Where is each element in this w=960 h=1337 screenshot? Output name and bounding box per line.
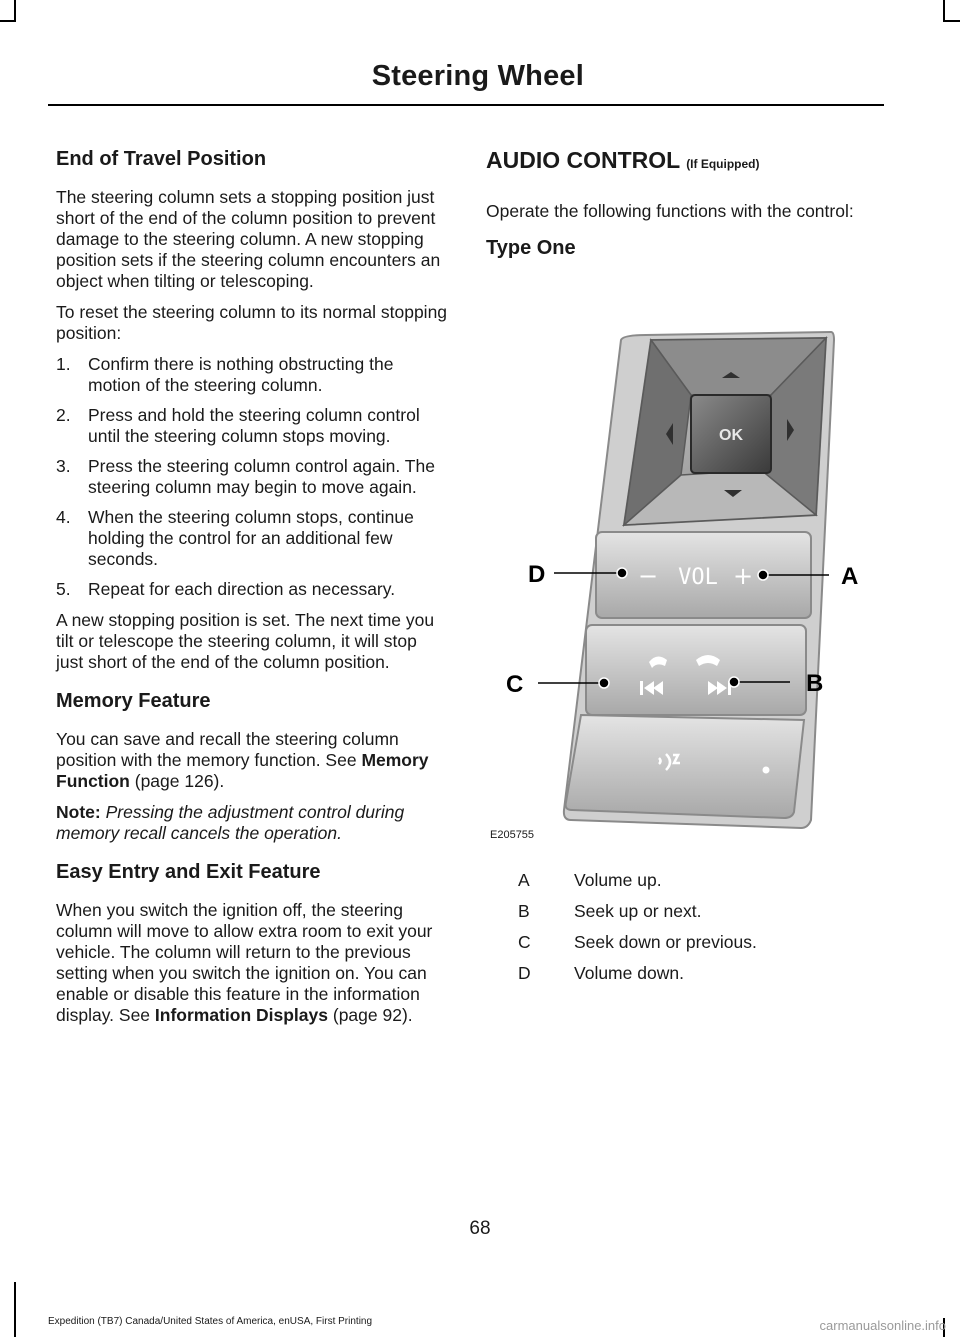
right-column xyxy=(486,145,886,276)
ok-label: OK xyxy=(719,427,743,444)
text: (page 92). xyxy=(328,1005,413,1025)
legend-letter: A xyxy=(518,870,530,890)
page-title: Steering Wheel xyxy=(371,60,584,92)
volume-plus-label: + xyxy=(732,562,754,590)
list-item xyxy=(56,405,448,447)
steps-list xyxy=(56,354,448,600)
list-text: When the steering column stops, continue holding the control for an additional few seconds. xyxy=(88,507,414,569)
list-text: Press and hold the steering column control until the steering column stops moving. xyxy=(88,405,420,446)
text: When you switch the ignition off, the steering column will move to allow extra room to exit your vehicle. The column will return to the previous setting when you switch the ignition on. You can enable or disable this feature in the information display. See xyxy=(56,900,433,1025)
voice-button[interactable] xyxy=(566,715,804,818)
end-of-travel-heading: End of Travel Position xyxy=(56,148,267,170)
note-text: Pressing the adjustment control during memory recall cancels the operation. xyxy=(56,802,405,843)
figure-id: E205755 xyxy=(490,829,535,841)
type-one-heading: Type One xyxy=(486,237,576,259)
callout-c-label: C xyxy=(506,671,524,698)
crop-mark xyxy=(0,20,16,22)
memory-feature-heading: Memory Feature xyxy=(56,690,211,712)
callout-b-label: B xyxy=(806,670,824,697)
note xyxy=(56,802,448,844)
list-item xyxy=(56,507,448,570)
volume-minus-label: − xyxy=(637,562,659,590)
indicator-light xyxy=(763,767,770,774)
list-number: 3. xyxy=(56,456,71,476)
legend-row xyxy=(518,932,878,953)
footer-text: Expedition (TB7) Canada/United States of America, enUSA, First Printing xyxy=(48,1316,373,1327)
paragraph: To reset the steering column to its normal stopping position: xyxy=(56,302,448,343)
header-divider xyxy=(48,104,884,106)
legend-text: Volume down. xyxy=(574,963,684,983)
audio-control-illustration xyxy=(486,300,886,855)
list-number: 1. xyxy=(56,354,71,374)
legend-letter: B xyxy=(518,901,530,921)
legend-text: Volume up. xyxy=(574,870,662,890)
list-number: 4. xyxy=(56,507,71,527)
paragraph: A new stopping position is set. The next time you tilt or telescope the steering column, it will stop just short of the end of the column position. xyxy=(56,610,435,672)
seek-rocker[interactable] xyxy=(586,625,806,715)
crop-mark xyxy=(943,20,960,22)
audio-control-figure xyxy=(486,300,886,855)
crop-mark xyxy=(14,0,16,22)
list-item xyxy=(56,354,448,396)
easy-entry-heading: Easy Entry and Exit Feature xyxy=(56,861,321,883)
five-way-pad[interactable] xyxy=(624,338,826,525)
callout-d-label: D xyxy=(528,561,546,588)
crop-mark xyxy=(14,1282,16,1337)
crop-mark xyxy=(943,0,945,22)
memory-function-link[interactable]: Memory Function xyxy=(56,750,429,791)
callout-a-label: A xyxy=(841,563,859,590)
audio-control-heading xyxy=(486,145,886,179)
list-text: Press the steering column control again. The steering column may begin to move again. xyxy=(88,456,435,497)
legend-row xyxy=(518,963,878,984)
list-number: 5. xyxy=(56,579,71,599)
watermark: carmanualsonline.info xyxy=(819,1318,946,1333)
legend-text: Seek up or next. xyxy=(574,901,702,921)
text: (page 126). xyxy=(129,771,225,791)
paragraph xyxy=(56,729,448,792)
left-column xyxy=(56,145,448,1036)
list-number: 2. xyxy=(56,405,71,425)
paragraph xyxy=(56,900,448,1026)
information-displays-link[interactable]: Information Displays xyxy=(154,1005,328,1025)
legend-letter: C xyxy=(518,932,531,952)
section-title: AUDIO CONTROL xyxy=(486,147,680,173)
legend-row xyxy=(518,901,878,922)
list-text: Confirm there is nothing obstructing the motion of the steering column. xyxy=(88,354,394,395)
list-item xyxy=(56,456,448,498)
volume-label: VOL xyxy=(678,565,718,590)
note-label: Note: xyxy=(56,802,101,822)
section-qualifier: (If Equipped) xyxy=(686,157,760,171)
text: You can save and recall the steering column position with the memory function. See xyxy=(56,729,399,770)
legend-letter: D xyxy=(518,963,531,983)
page-number: 68 xyxy=(469,1218,491,1239)
legend-row xyxy=(518,870,878,891)
list-item xyxy=(56,579,448,600)
paragraph: Operate the following functions with the control: xyxy=(486,201,854,221)
figure-legend xyxy=(518,870,878,994)
paragraph: The steering column sets a stopping position just short of the end of the column position to prevent damage to the steering column. A new stopping position sets if the steering column encounters an object when tilting or telescoping. xyxy=(56,187,441,291)
legend-text: Seek down or previous. xyxy=(574,932,757,952)
list-text: Repeat for each direction as necessary. xyxy=(88,579,396,599)
